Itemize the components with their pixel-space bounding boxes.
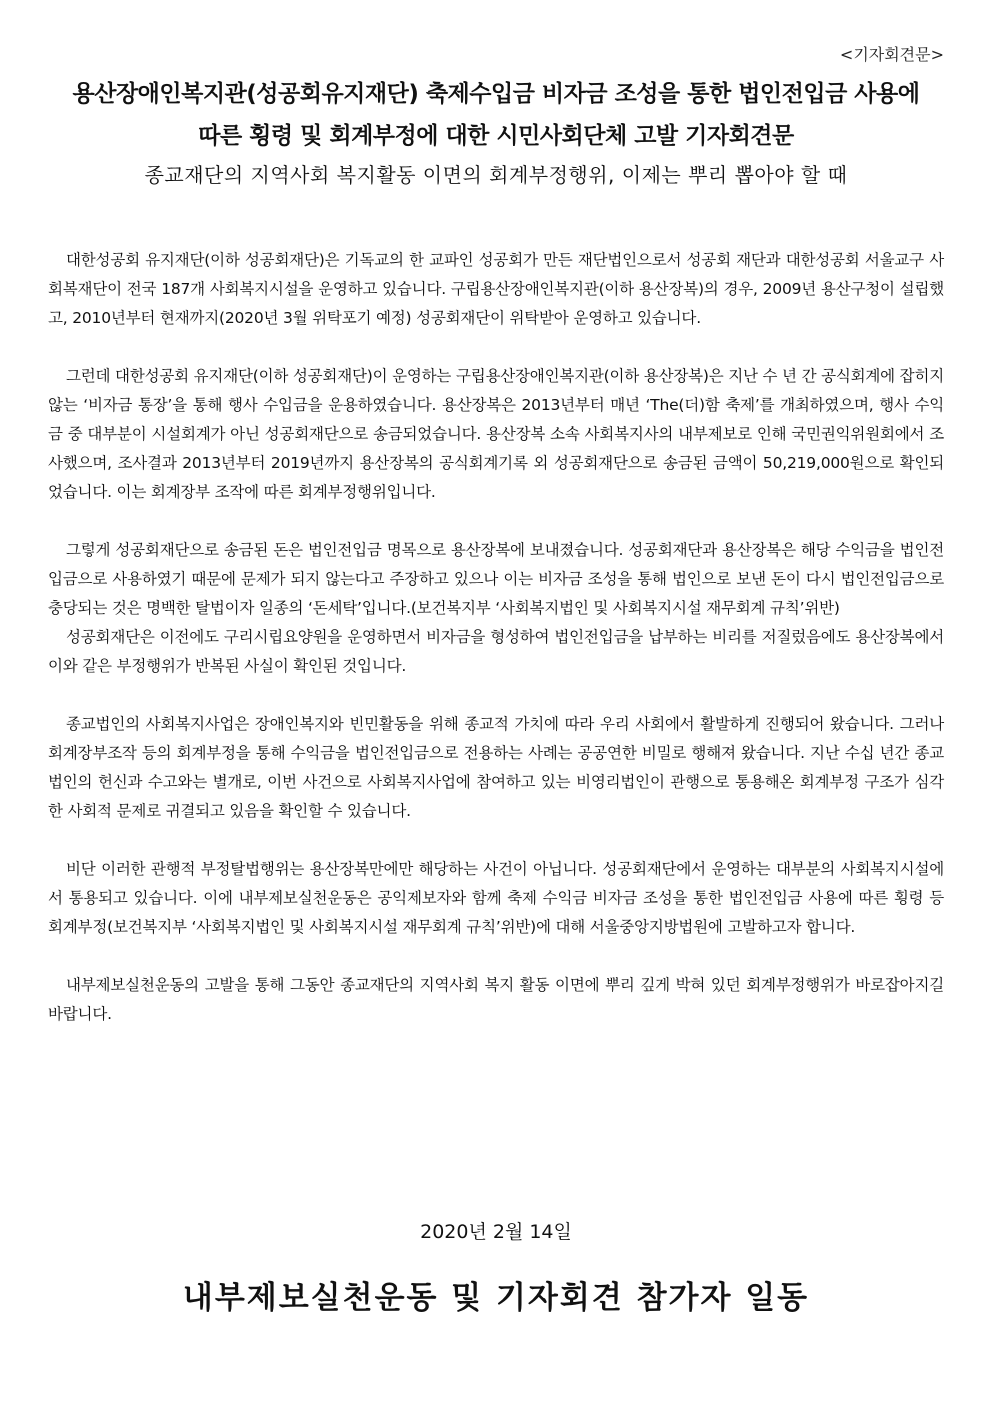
paragraph-6: 비단 이러한 관행적 부정탈법행위는 용산장복만에만 해당하는 사건이 아닙니다. 성공회재단에서 운영하는 대부분의 사회복지시설에서 통용되고 있습니다. 이에 내부제보실천운동은 공익제보자와 함께 축제 수익금 비자금 조성을 통한 법인전입금 사용에 따른 횡령 등 회계부정(보건복지부 ‘사회복지법인 및 사회복지시설 재무회계 규칙’위반)에 대해 서울중앙지방법원에 고발하고자 합니다. <box>48 860 944 936</box>
paragraph-gap <box>48 333 944 362</box>
body-text <box>48 246 944 1029</box>
subtitle: 종교재단의 지역사회 복지활동 이면의 회계부정행위, 이제는 뿌리 뽑아야 할 때 <box>144 163 848 187</box>
paragraph-2: 그런데 대한성공회 유지재단(이하 성공회재단)이 운영하는 구립용산장애인복지관(이하 용산장복)은 지난 수 년 간 공식회계에 잡히지 않는 ‘비자금 통장’을 통해 행사 수입금을 운용하였습니다. 용산장복은 2013년부터 매년 ‘The(더)함 축제’를 개최하였으며, 행사 수익금 중 대부분이 시설회계가 아닌 성공회재단으로 송금되었습니다. 용산장복 소속 사회복지사의 내부제보로 인해 국민권익위원회에서 조사했으며, 조사결과 2013년부터 2019년까지 용산장복의 공식회계기록 외 성공회재단으로 송금된 금액이 50,219,000원으로 확인되었습니다. 이는 회계장부 조작에 따른 회계부정행위입니다. <box>48 367 944 501</box>
document-date: 2020년 2월 14일 <box>420 1221 572 1243</box>
paragraph-gap <box>48 507 944 536</box>
paragraph-1: 대한성공회 유지재단(이하 성공회재단)은 기독교의 한 교파인 성공회가 만든 재단법인으로서 성공회 재단과 대한성공회 서울교구 사회복재단이 전국 187개 사회복지시설을 운영하고 있습니다. 구립용산장애인복지관(이하 용산장복)의 경우, 2009년 용산구청이 설립했고, 2010년부터 현재까지(2020년 3월 위탁포기 예정) 성공회재단이 위탁받아 운영하고 있습니다. <box>48 251 944 327</box>
paragraph-gap <box>48 681 944 710</box>
paragraph-7: 내부제보실천운동의 고발을 통해 그동안 종교재단의 지역사회 복지 활동 이면에 뿌리 깊게 박혀 있던 회계부정행위가 바로잡아지길 바랍니다. <box>48 976 944 1023</box>
signature: 내부제보실천운동 및 기자회견 참가자 일동 <box>182 1280 810 1316</box>
document-type-label: <기자회견문> <box>839 45 944 64</box>
paragraph-5: 종교법인의 사회복지사업은 장애인복지와 빈민활동을 위해 종교적 가치에 따라 우리 사회에서 활발하게 진행되어 왔습니다. 그러나 회계장부조작 등의 회계부정을 통해 수익금을 법인전입금으로 전용하는 사례는 공공연한 비밀로 행해져 왔습니다. 지난 수십 년간 종교법인의 헌신과 수고와는 별개로, 이번 사건으로 사회복지사업에 참여하고 있는 비영리법인이 관행으로 통용해온 회계부정 구조가 심각한 사회적 문제로 귀결되고 있음을 확인할 수 있습니다. <box>48 715 944 820</box>
paragraph-gap <box>48 826 944 855</box>
paragraph-gap <box>48 942 944 971</box>
title-line-2: 따른 횡령 및 회계부정에 대한 시민사회단체 고발 기자회견문 <box>198 123 794 149</box>
title-line-1: 용산장애인복지관(성공회유지재단) 축제수입금 비자금 조성을 통한 법인전입금 사용에 <box>72 81 920 107</box>
paragraph-3: 그렇게 성공회재단으로 송금된 돈은 법인전입금 명목으로 용산장복에 보내졌습니다. 성공회재단과 용산장복은 해당 수익금을 법인전입금으로 사용하였기 때문에 문제가 되지 않는다고 주장하고 있으나 이는 비자금 조성을 통해 법인으로 보낸 돈이 다시 법인전입금으로 충당되는 것은 명백한 탈법이자 일종의 ‘돈세탁’입니다.(보건복지부 ‘사회복지법인 및 사회복지시설 재무회계 규칙’위반) <box>48 541 944 617</box>
paragraph-4: 성공회재단은 이전에도 구리시립요양원을 운영하면서 비자금을 형성하여 법인전입금을 납부하는 비리를 저질렀음에도 용산장복에서 이와 같은 부정행위가 반복된 사실이 확인된 것입니다. <box>48 628 944 675</box>
